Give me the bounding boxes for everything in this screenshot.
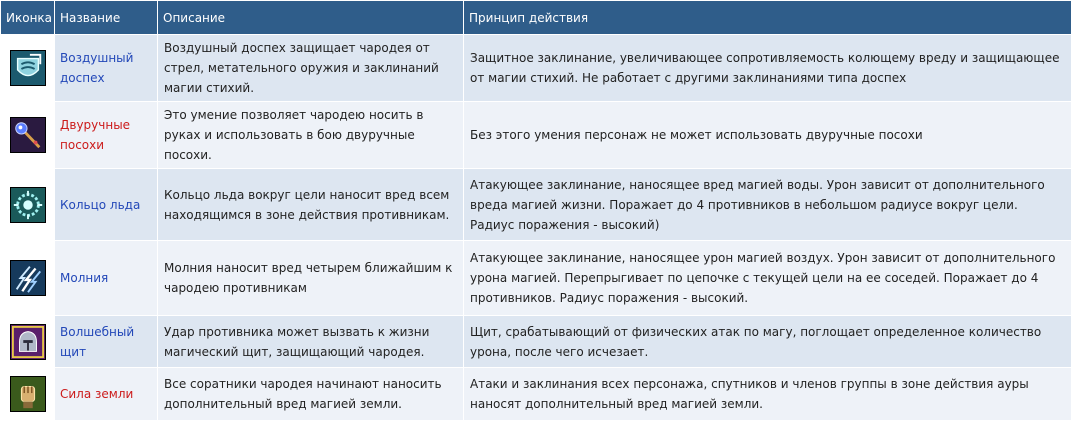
skill-description: Это умение позволяет чародею носить в руках и использовать в бою двуручные посохи. <box>158 102 464 169</box>
skill-name-link[interactable]: Воздушный доспех <box>60 51 133 85</box>
skill-name-link[interactable]: Кольцо льда <box>60 198 140 212</box>
magic-shield-icon <box>10 324 46 360</box>
skill-description: Молния наносит вред четырем ближайшим к чародею противникам <box>158 241 464 316</box>
skill-name-link[interactable]: Молния <box>60 271 108 285</box>
skill-principle: Без этого умения персонаж не может использовать двуручные посохи <box>464 102 1071 169</box>
table-row <box>1 102 1071 169</box>
skill-description: Все соратники чародея начинают наносить дополнительный вред магией земли. <box>158 368 464 421</box>
skill-principle: Атакующее заклинание, наносящее вред магией воды. Урон зависит от дополнительного вреда магией жизни. Поражает до 4 противников в небольшом радиусе вокруг цели. Радиус поражения - высокий) <box>464 169 1071 241</box>
table-row <box>1 169 1071 241</box>
skill-principle: Щит, срабатывающий от физических атак по магу, поглощает определенное количество урона, после чего исчезает. <box>464 316 1071 368</box>
skill-principle: Защитное заклинание, увеличивающее сопротивляемость колющему вреду и защищающее от магии стихий. Не работает с другими заклинаниями типа доспех <box>464 35 1071 102</box>
table-row <box>1 316 1071 368</box>
header-row <box>1 1 1071 35</box>
header-principle: Принцип действия <box>464 1 1071 35</box>
skill-name-link[interactable]: Сила земли <box>60 387 133 401</box>
table-row <box>1 241 1071 316</box>
header-icon: Иконка <box>1 1 55 35</box>
table-row <box>1 368 1071 421</box>
table-row <box>1 35 1071 102</box>
air-armor-icon <box>10 50 46 86</box>
skill-description: Удар противника может вызвать к жизни магический щит, защищающий чародея. <box>158 316 464 368</box>
skill-description: Кольцо льда вокруг цели наносит вред всем находящимся в зоне действия противникам. <box>158 169 464 241</box>
skill-name-link[interactable]: Двуручные посохи <box>60 118 130 152</box>
skill-principle: Атакующее заклинание, наносящее урон магией воздух. Урон зависит от дополнительного урона магией. Перепрыгивает по цепочке с текущей цели на ее соседей. Поражает до 4 противников. Радиус поражения - высокий. <box>464 241 1071 316</box>
header-description: Описание <box>158 1 464 35</box>
lightning-icon <box>10 260 46 296</box>
skill-principle: Атаки и заклинания всех персонажа, спутников и членов группы в зоне действия ауры наносят дополнительный вред магией земли. <box>464 368 1071 421</box>
ice-ring-icon <box>10 187 46 223</box>
skill-description: Воздушный доспех защищает чародея от стрел, метательного оружия и заклинаний магии стихий. <box>158 35 464 102</box>
staff-icon <box>10 117 46 153</box>
skill-name-link[interactable]: Волшебный щит <box>60 325 134 359</box>
header-name: Название <box>55 1 158 35</box>
earth-power-icon <box>10 376 46 412</box>
